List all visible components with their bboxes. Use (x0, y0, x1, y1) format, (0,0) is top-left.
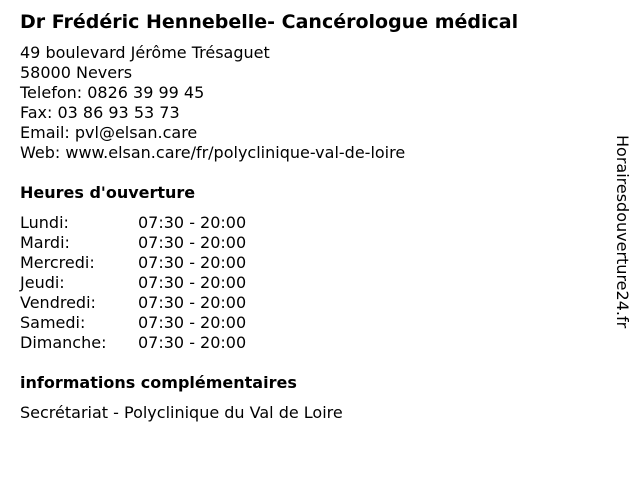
city-line: 58000 Nevers (20, 63, 133, 82)
contact-block (20, 43, 405, 163)
time-range: 07:30 - 20:00 (138, 293, 247, 312)
opening-hours-heading: Heures d'ouverture (20, 183, 196, 202)
phone-line: Telefon: 0826 39 99 45 (20, 83, 205, 102)
additional-info-text: Secrétariat - Polyclinique du Val de Loire (20, 403, 343, 422)
email-line: Email: pvl@elsan.care (20, 123, 198, 142)
day-label: Vendredi: (20, 293, 96, 312)
additional-info-heading: informations complémentaires (20, 373, 297, 392)
fax-line: Fax: 03 86 93 53 73 (20, 103, 180, 122)
time-range: 07:30 - 20:00 (138, 333, 247, 352)
time-range: 07:30 - 20:00 (138, 253, 247, 272)
day-label: Lundi: (20, 213, 69, 232)
day-label: Jeudi: (20, 273, 65, 292)
time-range: 07:30 - 20:00 (138, 273, 247, 292)
time-range: 07:30 - 20:00 (138, 313, 247, 332)
street-address: 49 boulevard Jérôme Trésaguet (20, 43, 270, 62)
day-label: Dimanche: (20, 333, 107, 352)
day-label: Samedi: (20, 313, 86, 332)
page-title: Dr Frédéric Hennebelle- Cancérologue médical (20, 11, 519, 33)
day-label: Mercredi: (20, 253, 95, 272)
site-brand-watermark: Horairesdouverture24.fr (613, 135, 632, 329)
time-range: 07:30 - 20:00 (138, 213, 247, 232)
time-range: 07:30 - 20:00 (138, 233, 247, 252)
day-label: Mardi: (20, 233, 70, 252)
web-line: Web: www.elsan.care/fr/polyclinique-val-de-loire (20, 143, 406, 162)
